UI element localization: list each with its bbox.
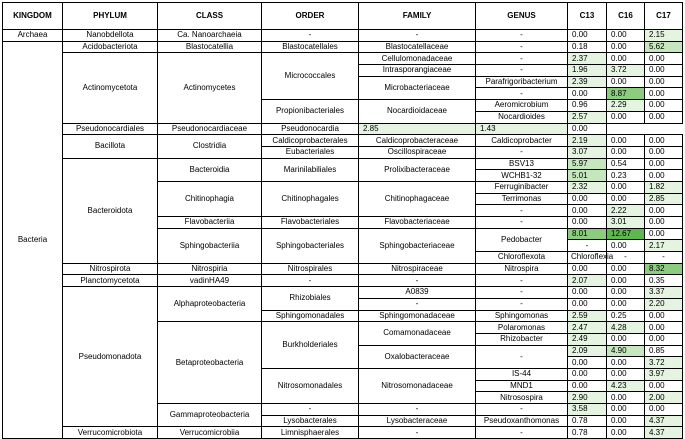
order-cell: Nitrospirales (262, 263, 359, 275)
c17-value: 0.00 (645, 100, 683, 112)
c16-value: 0.25 (607, 310, 645, 322)
c17-value: 2.20 (645, 298, 683, 310)
header-c13: C13 (568, 3, 607, 30)
table-row (3, 123, 683, 135)
phylum-cell: Bacillota (63, 135, 158, 158)
c16-value: 0.00 (607, 404, 645, 416)
c16-value: 0.00 (607, 53, 645, 65)
genus-cell: - (476, 146, 568, 158)
c16-value: 0.00 (607, 275, 645, 287)
family-cell: Caldicoprobacteraceae (359, 135, 476, 147)
family-cell: Blastocatellaceae (359, 41, 476, 53)
c13-value: 1.96 (568, 65, 607, 77)
c16-value: 3.01 (607, 217, 645, 229)
c13-value: 0.00 (568, 368, 607, 380)
c17-value: 0.00 (645, 146, 683, 158)
class-cell: Chitinophagia (158, 181, 262, 216)
genus-cell: Polaromonas (476, 322, 568, 334)
genus-cell: - (476, 205, 568, 217)
family-cell: - (359, 298, 476, 310)
c13-value: 0.00 (568, 88, 607, 100)
genus-cell: Terrimonas (476, 193, 568, 205)
phylum-cell: Pseudomonadota (63, 287, 158, 427)
genus-cell: Nitrospira (476, 263, 568, 275)
c13-value: 0.78 (568, 415, 607, 427)
c16-value: 0.00 (607, 287, 645, 299)
c17-value: 0.00 (645, 310, 683, 322)
c16-value: 0.00 (607, 333, 645, 345)
c13-value: 0.96 (568, 100, 607, 112)
c17-value: 5.62 (645, 41, 683, 53)
order-cell: Blastocatellales (262, 41, 359, 53)
kingdom-cell: Bacteria (3, 41, 63, 438)
class-cell: Sphingobacteriia (158, 228, 262, 263)
order-cell: - (262, 404, 359, 416)
c16-value: 0.00 (607, 298, 645, 310)
c17-value: 2.15 (645, 30, 683, 42)
family-cell: Chitinophagaceae (359, 181, 476, 216)
c17-value: 0.00 (645, 380, 683, 392)
family-cell: Microbacteriaceae (359, 76, 476, 99)
class-cell: Chloroflexia (568, 252, 607, 264)
c16-value: 0.00 (607, 357, 645, 369)
order-cell: Eubacteriales (262, 146, 359, 158)
taxonomy-table (2, 2, 683, 439)
family-cell: - (645, 252, 683, 264)
table-row (3, 275, 683, 287)
genus-cell: IS-44 (476, 368, 568, 380)
order-cell: Flavobacteriales (262, 217, 359, 229)
c13-value: 2.32 (568, 181, 607, 193)
genus-cell: Pseudoxanthomonas (476, 415, 568, 427)
header-order: ORDER (262, 3, 359, 30)
class-cell: Nitrospiria (158, 263, 262, 275)
order-cell: - (262, 30, 359, 42)
genus-cell: - (476, 298, 568, 310)
c16-value: 12.67 (607, 228, 645, 240)
c16-value: 4.90 (607, 345, 645, 357)
family-cell: Nocardioidaceae (359, 100, 476, 123)
c16-value: 0.23 (607, 170, 645, 182)
c16-value: 0.00 (607, 146, 645, 158)
c13-value: 0.18 (568, 41, 607, 53)
genus-cell: Ferruginibacter (476, 181, 568, 193)
c16-value: 0.00 (607, 263, 645, 275)
header-phylum: PHYLUM (63, 3, 158, 30)
c13-value: 0.00 (568, 30, 607, 42)
c17-value: 0.00 (645, 170, 683, 182)
c16-value: 2.29 (607, 100, 645, 112)
family-cell: Intrasporangiaceae (359, 65, 476, 77)
c16-value: 2.17 (645, 240, 683, 252)
table-row (3, 135, 683, 147)
phylum-cell: Nitrospirota (63, 263, 158, 275)
family-cell: - (359, 30, 476, 42)
family-cell: - (359, 427, 476, 439)
table-row (3, 263, 683, 275)
c17-value: 0.00 (568, 123, 607, 135)
c13-value: 0.00 (568, 205, 607, 217)
c13-value: 0.00 (568, 263, 607, 275)
header-class: CLASS (158, 3, 262, 30)
genus-cell: - (476, 217, 568, 229)
order-cell: Sphingomonadales (262, 310, 359, 322)
c13-value: 0.00 (568, 193, 607, 205)
c17-value: 1.82 (645, 181, 683, 193)
c17-value: 8.32 (645, 263, 683, 275)
c17-value: 0.35 (645, 275, 683, 287)
phylum-cell: Actinomycetota (63, 53, 158, 123)
genus-cell: Caldicoprobacter (476, 135, 568, 147)
genus-cell: Sphingomonas (476, 310, 568, 322)
c16-value: 0.00 (607, 30, 645, 42)
c16-value: 1.43 (476, 123, 568, 135)
c13-value: 2.85 (359, 123, 476, 135)
genus-cell: BSV13 (476, 158, 568, 170)
phylum-cell: Bacteroidota (63, 158, 158, 263)
c16-value: 2.22 (607, 205, 645, 217)
table-row (3, 41, 683, 53)
c13-value: 2.09 (568, 345, 607, 357)
c13-value: 2.19 (568, 135, 607, 147)
phylum-cell: Acidobacteriota (63, 41, 158, 53)
family-cell: Prolixibacteraceae (359, 158, 476, 181)
phylum-cell: Nanobdellota (63, 30, 158, 42)
c16-value: 4.28 (607, 322, 645, 334)
c17-value: 3.72 (645, 357, 683, 369)
c16-value: 0.54 (607, 158, 645, 170)
c17-value: 0.00 (645, 333, 683, 345)
c17-value: 4.37 (645, 427, 683, 439)
c16-value: 0.00 (607, 76, 645, 88)
c13-value: 3.58 (568, 404, 607, 416)
c13-value: 2.90 (568, 392, 607, 404)
c17-value: 0.00 (645, 205, 683, 217)
c17-value: 0.00 (645, 135, 683, 147)
genus-cell: Parafrigoribacterium (476, 76, 568, 88)
order-cell: Pseudonocardiales (63, 123, 158, 135)
c13-value: 5.01 (568, 170, 607, 182)
order-cell: Micrococcales (262, 53, 359, 100)
c13-value: 0.78 (568, 427, 607, 439)
c13-value: 0.00 (568, 217, 607, 229)
family-cell: Sphingomonadaceae (359, 310, 476, 322)
header-c16: C16 (607, 3, 645, 30)
class-cell: Flavobacteriia (158, 217, 262, 229)
family-cell: Sphingobacteriaceae (359, 228, 476, 263)
c13-value: 0.00 (568, 298, 607, 310)
class-cell: Verrucomicrobiia (158, 427, 262, 439)
order-cell: Nitrosomonadales (262, 368, 359, 403)
c13-value: 8.01 (568, 228, 607, 240)
header-genus: GENUS (476, 3, 568, 30)
c13-value: 2.39 (568, 76, 607, 88)
family-cell: - (359, 404, 476, 416)
header-family: FAMILY (359, 3, 476, 30)
genus-cell: - (476, 30, 568, 42)
order-cell: Caldicoprobacterales (262, 135, 359, 147)
genus-cell: - (476, 287, 568, 299)
c16-value: 3.72 (607, 65, 645, 77)
c13-value: 5.97 (568, 158, 607, 170)
genus-cell: - (476, 65, 568, 77)
c13-value: 2.57 (568, 111, 607, 123)
order-cell: Limnisphaerales (262, 427, 359, 439)
class-cell: Actinomycetes (158, 53, 262, 123)
genus-cell: - (568, 240, 607, 252)
c16-value: 0.00 (607, 41, 645, 53)
order-cell: Lysobacterales (262, 415, 359, 427)
c17-value: 0.00 (645, 404, 683, 416)
table-row (3, 30, 683, 42)
genus-cell: - (476, 345, 568, 368)
header-row (3, 3, 683, 30)
family-cell: Flavobacteriaceae (359, 217, 476, 229)
c13-value: 0.00 (568, 380, 607, 392)
c16-value: 0.00 (607, 111, 645, 123)
c13-value: 2.49 (568, 333, 607, 345)
order-cell: - (607, 252, 645, 264)
kingdom-cell: Archaea (3, 30, 63, 42)
class-cell: Blastocatellia (158, 41, 262, 53)
genus-cell: - (476, 41, 568, 53)
phylum-cell: Verrucomicrobiota (63, 427, 158, 439)
table-row (3, 427, 683, 439)
genus-cell: Rhizobacter (476, 333, 568, 345)
genus-cell: WCHB1-32 (476, 170, 568, 182)
c17-value: 0.00 (645, 53, 683, 65)
c17-value: 0.00 (645, 111, 683, 123)
order-cell: Chitinophagales (262, 181, 359, 216)
genus-cell: - (476, 427, 568, 439)
c13-value: 0.00 (568, 287, 607, 299)
c16-value: 0.00 (607, 427, 645, 439)
c17-value: 0.00 (645, 88, 683, 100)
genus-cell: Nitrosospira (476, 392, 568, 404)
c17-value: 0.00 (645, 322, 683, 334)
c13-value: 0.00 (607, 240, 645, 252)
genus-cell: - (476, 53, 568, 65)
phylum-cell: Planctomycetota (63, 275, 158, 287)
header-kingdom: KINGDOM (3, 3, 63, 30)
genus-cell: Pseudonocardia (262, 123, 359, 135)
genus-cell: MND1 (476, 380, 568, 392)
order-cell: - (262, 275, 359, 287)
c13-value: 2.59 (568, 310, 607, 322)
c17-value: 4.37 (645, 415, 683, 427)
genus-cell: - (476, 275, 568, 287)
c16-value: 8.87 (607, 88, 645, 100)
c13-value: 0.00 (568, 357, 607, 369)
family-cell: Oscillospiraceae (359, 146, 476, 158)
class-cell: Clostridia (158, 135, 262, 158)
c16-value: 0.00 (607, 415, 645, 427)
c16-value: 0.00 (607, 368, 645, 380)
family-cell: A0839 (359, 287, 476, 299)
table-row (3, 158, 683, 170)
table-body (3, 30, 683, 439)
family-cell: Pseudonocardiaceae (158, 123, 262, 135)
class-cell: Bacteroidia (158, 158, 262, 181)
c17-value: 2.85 (645, 193, 683, 205)
c17-value: 0.00 (645, 228, 683, 240)
family-cell: Cellulomonadaceae (359, 53, 476, 65)
c16-value: 0.00 (607, 392, 645, 404)
genus-cell: Pedobacter (476, 228, 568, 251)
table-row (3, 53, 683, 65)
family-cell: - (359, 275, 476, 287)
c17-value: 2.00 (645, 392, 683, 404)
c17-value: 0.00 (645, 217, 683, 229)
c13-value: 2.47 (568, 322, 607, 334)
c13-value: 2.07 (568, 275, 607, 287)
c13-value: 3.07 (568, 146, 607, 158)
c17-value: 0.85 (645, 345, 683, 357)
family-cell: Nitrosomonadaceae (359, 368, 476, 403)
genus-cell: Aeromicrobium (476, 100, 568, 112)
family-cell: Comamonadaceae (359, 322, 476, 345)
class-cell: Betaproteobacteria (158, 322, 262, 404)
c16-value: 0.00 (607, 135, 645, 147)
c17-value: 3.37 (645, 287, 683, 299)
order-cell: Rhizobiales (262, 287, 359, 310)
order-cell: Sphingobacteriales (262, 228, 359, 263)
header-c17: C17 (645, 3, 683, 30)
genus-cell: - (476, 88, 568, 100)
c17-value: 0.00 (645, 76, 683, 88)
c16-value: 0.00 (607, 193, 645, 205)
class-cell: Alphaproteobacteria (158, 287, 262, 322)
order-cell: Marinilabiliales (262, 158, 359, 181)
phylum-cell: Chloroflexota (476, 252, 568, 264)
c16-value: 0.00 (607, 181, 645, 193)
c17-value: 0.00 (645, 65, 683, 77)
class-cell: vadinHA49 (158, 275, 262, 287)
genus-cell: - (476, 404, 568, 416)
family-cell: Oxalobacteraceae (359, 345, 476, 368)
family-cell: Lysobacteraceae (359, 415, 476, 427)
genus-cell: Nocardioides (476, 111, 568, 123)
table-row (3, 287, 683, 299)
class-cell: Ca. Nanoarchaeia (158, 30, 262, 42)
family-cell: Nitrospiraceae (359, 263, 476, 275)
c13-value: 2.37 (568, 53, 607, 65)
c17-value: 0.00 (645, 158, 683, 170)
c16-value: 4.23 (607, 380, 645, 392)
c17-value: 3.97 (645, 368, 683, 380)
order-cell: Propionibacteriales (262, 100, 359, 123)
class-cell: Gammaproteobacteria (158, 404, 262, 427)
order-cell: Burkholderiales (262, 322, 359, 369)
